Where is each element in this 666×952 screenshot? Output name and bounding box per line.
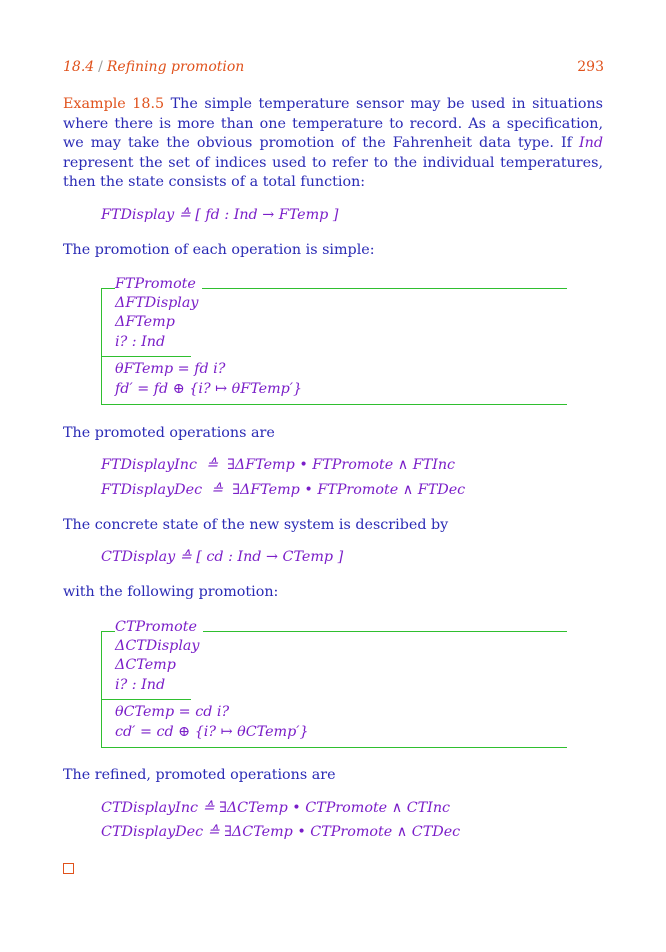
schema-declaration: ΔCTemp bbox=[115, 657, 176, 673]
example-text-1: The simple temperature sensor may be used in situations where there is more than one temperature to record. As a specification, we may take the obvious promotion of the Fahrenheit data type. If bbox=[63, 96, 603, 152]
schema-bottom-rule bbox=[101, 747, 567, 748]
schema-predicate: cd′ = cd ⊕ {i? ↦ θCTemp′} bbox=[115, 724, 309, 740]
schema-declaration: ΔFTemp bbox=[115, 314, 175, 330]
ftdisplay-definition: FTDisplay ≙ [ fd : Ind → FTemp ] bbox=[101, 207, 339, 223]
running-header bbox=[63, 59, 244, 75]
promoted-intro: The promoted operations are bbox=[63, 425, 275, 441]
ctpromote-schema bbox=[101, 618, 567, 748]
ftdisplayinc-definition: FTDisplayInc ≙ ∃ΔFTemp • FTPromote ∧ FTInc bbox=[101, 457, 456, 473]
schema-declaration: ΔCTDisplay bbox=[115, 638, 200, 654]
ftdisplaydec-definition: FTDisplayDec ≙ ∃ΔFTemp • FTPromote ∧ FTDec bbox=[101, 482, 466, 498]
section-number: 18.4 bbox=[63, 59, 95, 75]
ftpromote-schema bbox=[101, 275, 567, 405]
ctdisplayinc-definition: CTDisplayInc ≙ ∃ΔCTemp • CTPromote ∧ CTInc bbox=[101, 800, 451, 816]
schema-divider bbox=[101, 356, 191, 357]
schema-left-rule bbox=[101, 288, 102, 404]
example-label: Example 18.5 bbox=[63, 96, 165, 112]
example-paragraph bbox=[63, 95, 603, 193]
schema-predicate: fd′ = fd ⊕ {i? ↦ θFTemp′} bbox=[115, 381, 303, 397]
schema-declaration: i? : Ind bbox=[115, 677, 166, 693]
ctdisplaydec-definition: CTDisplayDec ≙ ∃ΔCTemp • CTPromote ∧ CTDec bbox=[101, 824, 461, 840]
end-of-example-icon bbox=[63, 863, 74, 874]
schema-name: FTPromote bbox=[115, 276, 202, 292]
ind-term: Ind bbox=[578, 135, 603, 152]
schema-divider bbox=[101, 699, 191, 700]
following-intro: with the following promotion: bbox=[63, 584, 279, 600]
refined-intro: The refined, promoted operations are bbox=[63, 767, 336, 783]
promotion-intro: The promotion of each operation is simple: bbox=[63, 242, 375, 258]
schema-declaration: ΔFTDisplay bbox=[115, 295, 199, 311]
concrete-intro: The concrete state of the new system is described by bbox=[63, 517, 449, 533]
section-title: Refining promotion bbox=[106, 59, 245, 75]
schema-declaration: i? : Ind bbox=[115, 334, 166, 350]
schema-left-rule bbox=[101, 631, 102, 747]
header-separator: / bbox=[98, 59, 103, 75]
page-number: 293 bbox=[577, 59, 604, 75]
schema-bottom-rule bbox=[101, 404, 567, 405]
schema-predicate: θCTemp = cd i? bbox=[115, 704, 230, 720]
schema-name: CTPromote bbox=[115, 619, 203, 635]
ctdisplay-definition: CTDisplay ≙ [ cd : Ind → CTemp ] bbox=[101, 549, 344, 565]
example-text-2: represent the set of indices used to refer to the individual temperatures, then the state consists of a total function: bbox=[63, 154, 603, 191]
schema-predicate: θFTemp = fd i? bbox=[115, 361, 226, 377]
